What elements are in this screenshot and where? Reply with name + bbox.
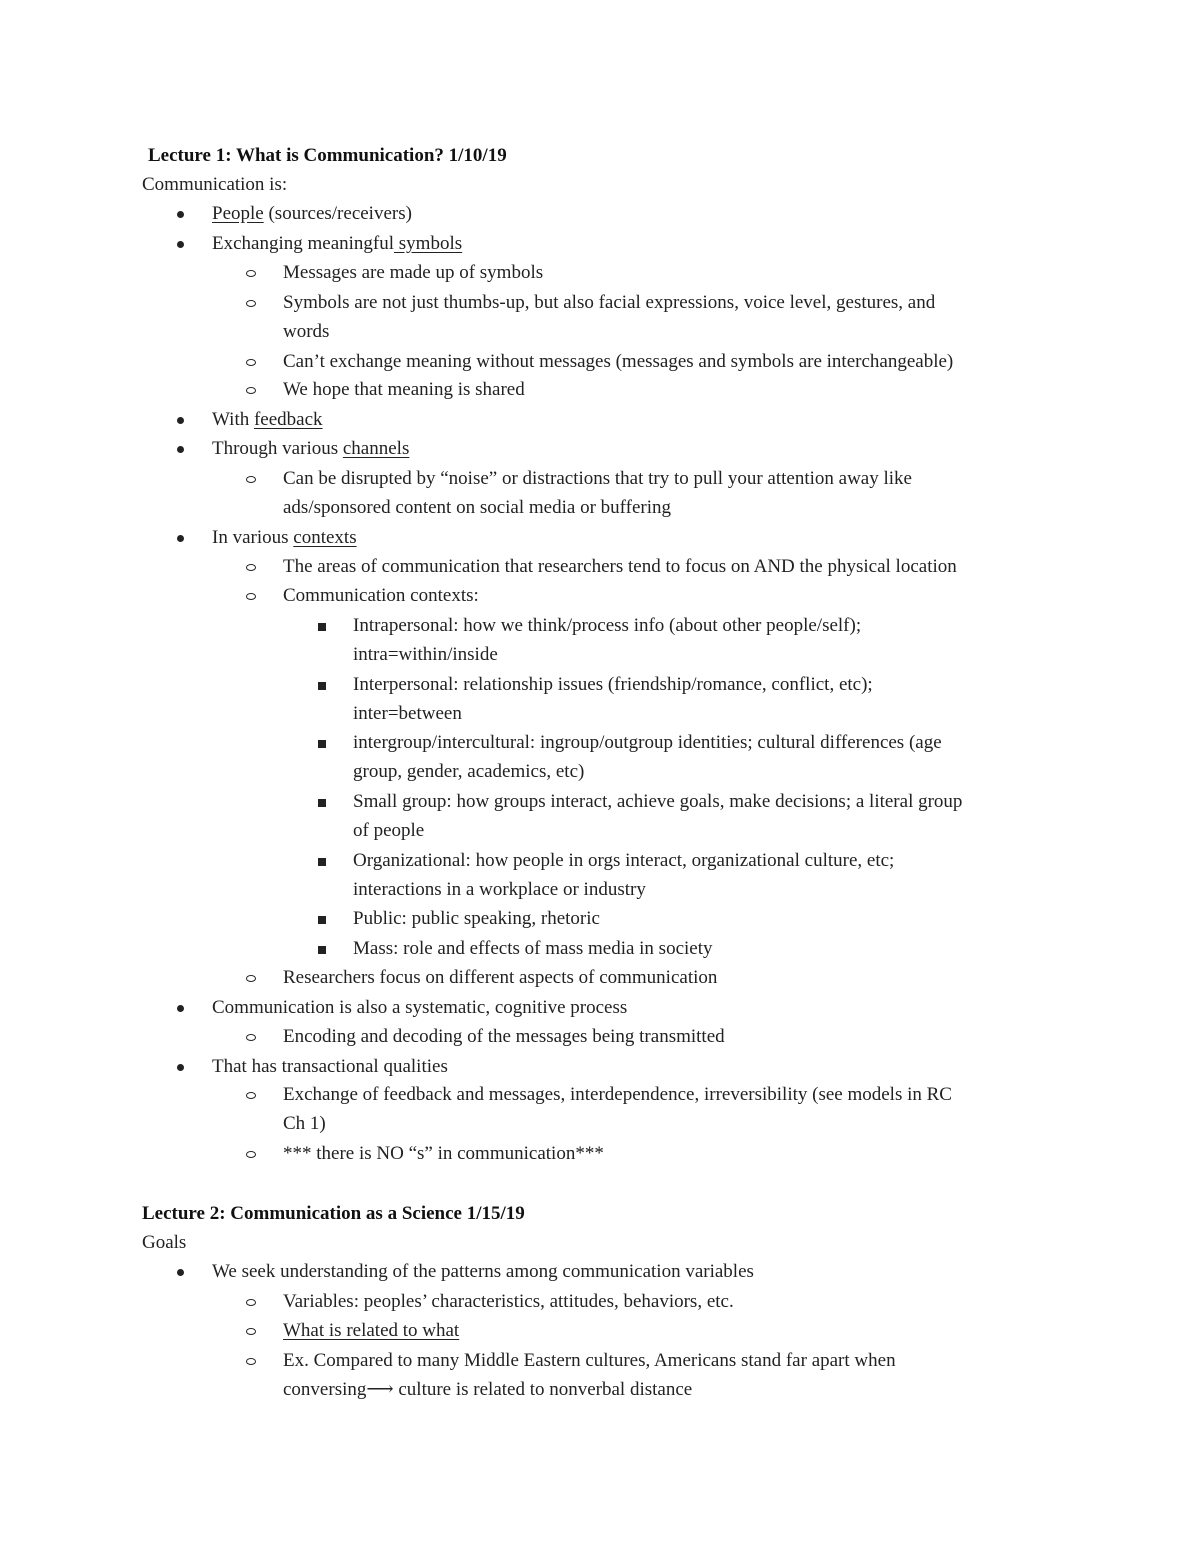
circle-bullet-icon bbox=[246, 975, 256, 982]
square-bullet-icon bbox=[318, 858, 326, 866]
list-item-text: *** there is NO “s” in communication*** bbox=[283, 1143, 604, 1164]
list-item-text: That has transactional qualities bbox=[212, 1056, 448, 1077]
bullet-icon bbox=[177, 1269, 184, 1276]
term-symbols: symbols bbox=[394, 233, 463, 254]
lecture-2-title: Lecture 2: Communication as a Science 1/15/19 bbox=[142, 1203, 525, 1224]
circle-bullet-icon bbox=[246, 564, 256, 571]
list-item-continuation: conversing⟶ culture is related to nonverbal distance bbox=[283, 1379, 693, 1400]
lecture-1-title: Lecture 1: What is Communication? 1/10/19 bbox=[148, 145, 507, 166]
list-item-text: intergroup/intercultural: ingroup/outgroup identities; cultural differences (age bbox=[353, 732, 942, 753]
lecture-1-intro: Communication is: bbox=[142, 174, 288, 195]
list-item-text: Encoding and decoding of the messages being transmitted bbox=[283, 1026, 725, 1047]
list-item-continuation: group, gender, academics, etc) bbox=[353, 761, 585, 782]
list-item-text: Organizational: how people in orgs interact, organizational culture, etc; bbox=[353, 850, 895, 871]
square-bullet-icon bbox=[318, 799, 326, 807]
list-item-text: Can be disrupted by “noise” or distractions that try to pull your attention away like bbox=[283, 468, 912, 489]
list-item-text: Interpersonal: relationship issues (friendship/romance, conflict, etc); bbox=[353, 674, 873, 695]
square-bullet-icon bbox=[318, 946, 326, 954]
list-item-text: Symbols are not just thumbs-up, but also facial expressions, voice level, gestures, and bbox=[283, 292, 936, 313]
list-item-text: The areas of communication that researchers tend to focus on AND the physical location bbox=[283, 556, 957, 577]
list-item-continuation: words bbox=[283, 321, 330, 342]
square-bullet-icon bbox=[318, 682, 326, 690]
list-item-text: Small group: how groups interact, achieve goals, make decisions; a literal group bbox=[353, 791, 963, 812]
bullet-icon bbox=[177, 417, 184, 424]
bullet-icon bbox=[177, 446, 184, 453]
list-item-text: Ex. Compared to many Middle Eastern cultures, Americans stand far apart when bbox=[283, 1350, 896, 1371]
list-item-text: Through various bbox=[212, 438, 343, 459]
lecture-2-goals: Goals bbox=[142, 1232, 187, 1253]
circle-bullet-icon bbox=[246, 387, 256, 394]
list-item-text: Messages are made up of symbols bbox=[283, 262, 544, 283]
list-item-text: Public: public speaking, rhetoric bbox=[353, 908, 600, 929]
bullet-icon bbox=[177, 1005, 184, 1012]
term-feedback: feedback bbox=[253, 409, 323, 430]
circle-bullet-icon bbox=[246, 270, 256, 277]
list-item-text: Exchange of feedback and messages, interdependence, irreversibility (see models in RC bbox=[283, 1084, 952, 1105]
list-item-text: Mass: role and effects of mass media in society bbox=[353, 938, 713, 959]
list-item-text: Communication is also a systematic, cognitive process bbox=[212, 997, 628, 1018]
list-item-text: Can’t exchange meaning without messages (messages and symbols are interchangeable) bbox=[283, 351, 954, 372]
term-channels: channels bbox=[342, 438, 410, 459]
list-item-text: In various bbox=[212, 527, 294, 548]
circle-bullet-icon bbox=[246, 1034, 256, 1041]
list-item-text: Exchanging meaningful bbox=[212, 233, 395, 254]
bullet-icon bbox=[177, 535, 184, 542]
circle-bullet-icon bbox=[246, 476, 256, 483]
circle-bullet-icon bbox=[246, 1328, 256, 1335]
list-item-text: We hope that meaning is shared bbox=[283, 379, 525, 400]
list-item-continuation: of people bbox=[353, 820, 425, 841]
square-bullet-icon bbox=[318, 623, 326, 631]
term-related: What is related to what bbox=[283, 1320, 460, 1341]
list-item-text: Researchers focus on different aspects of communication bbox=[283, 967, 718, 988]
bullet-icon bbox=[177, 241, 184, 248]
circle-bullet-icon bbox=[246, 1092, 256, 1099]
list-item-continuation: ads/sponsored content on social media or buffering bbox=[283, 497, 671, 518]
list-item-text: (sources/receivers) bbox=[263, 203, 412, 224]
square-bullet-icon bbox=[318, 740, 326, 748]
list-item-text: We seek understanding of the patterns among communication variables bbox=[212, 1261, 754, 1282]
list-item-continuation: interactions in a workplace or industry bbox=[353, 879, 646, 900]
circle-bullet-icon bbox=[246, 1151, 256, 1158]
term-contexts: contexts bbox=[293, 527, 357, 548]
term-people: People bbox=[212, 203, 264, 224]
list-item-continuation: Ch 1) bbox=[283, 1113, 326, 1134]
circle-bullet-icon bbox=[246, 1299, 256, 1306]
circle-bullet-icon bbox=[246, 593, 256, 600]
list-item-continuation: intra=within/inside bbox=[353, 644, 498, 665]
bullet-icon bbox=[177, 1064, 184, 1071]
bullet-icon bbox=[177, 211, 184, 218]
list-item-continuation: inter=between bbox=[353, 703, 462, 724]
list-item-text: Variables: peoples’ characteristics, attitudes, behaviors, etc. bbox=[283, 1291, 734, 1312]
square-bullet-icon bbox=[318, 916, 326, 924]
circle-bullet-icon bbox=[246, 300, 256, 307]
circle-bullet-icon bbox=[246, 1358, 256, 1365]
list-item-text: With bbox=[212, 409, 254, 430]
list-item-text: Intrapersonal: how we think/process info (about other people/self); bbox=[353, 615, 862, 636]
list-item-text: Communication contexts: bbox=[283, 585, 479, 606]
circle-bullet-icon bbox=[246, 359, 256, 366]
